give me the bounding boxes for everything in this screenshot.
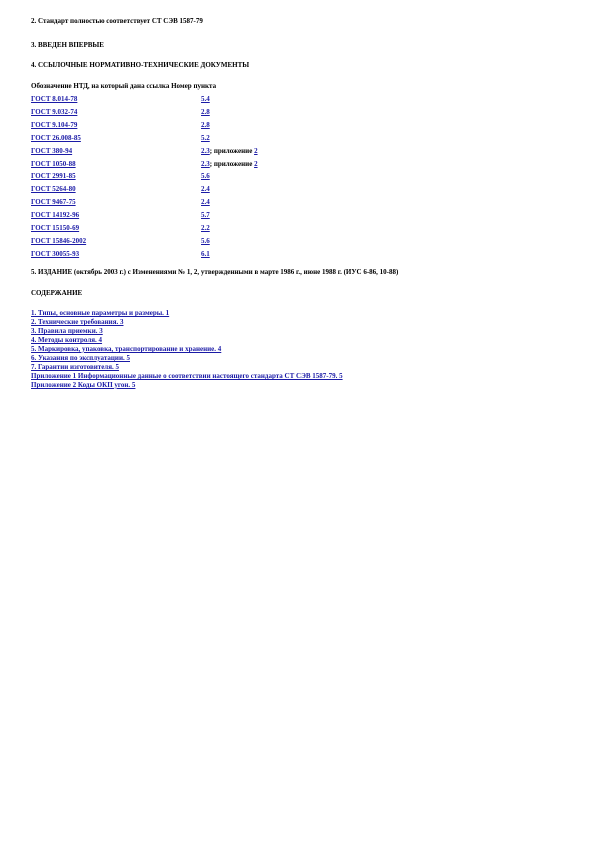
contents-link[interactable]: 6. Указания по эксплуатации. 5 [31,354,130,362]
contents-title: СОДЕРЖАНИЕ [31,289,83,297]
appendix-link[interactable]: 2 [254,159,258,168]
item-link[interactable]: 5.7 [201,211,210,220]
document-link[interactable]: ГОСТ 15846-2002 [31,236,87,245]
document-link[interactable]: ГОСТ 30055-93 [31,249,80,258]
item-cell [201,134,210,142]
item-link[interactable]: 2.8 [201,120,210,129]
item-link[interactable]: 2.8 [201,107,210,116]
contents-list [31,309,343,390]
item-link[interactable]: 2.4 [201,198,210,207]
contents-link[interactable]: 4. Методы контроля. 4 [31,336,103,344]
appendix-link[interactable]: 2 [254,146,258,155]
references-table-header: Обозначение НТД, на который дана ссылка Номер пункта [31,82,217,90]
document-link[interactable]: ГОСТ 15150-69 [31,224,80,232]
item-cell [201,95,210,103]
item-link[interactable]: 5.4 [201,95,210,103]
contents-link[interactable]: Приложение 2 Коды ОКП угон. 5 [31,381,136,389]
item-link[interactable]: 6.1 [201,249,210,258]
item-link[interactable]: 2.4 [201,185,210,194]
document-link[interactable]: ГОСТ 26.008-85 [31,133,81,142]
item-link[interactable]: 5.6 [201,172,210,181]
contents-link[interactable]: Приложение 1 Информационные данные о соответствии настоящего стандарта СТ СЭВ 1587-79. 5 [31,372,343,380]
contents-link[interactable]: 1. Типы, основные параметры и размеры. 1 [31,309,170,317]
document-link[interactable]: ГОСТ 9467-75 [31,198,76,207]
item-cell [201,172,210,180]
item-separator: ; приложение [209,159,255,168]
paragraph-introduced: 3. ВВЕДЕН ВПЕРВЫЕ [31,41,104,49]
item-link[interactable]: 2.2 [201,224,210,232]
document-link[interactable]: ГОСТ 380-94 [31,146,73,155]
contents-link[interactable]: 5. Маркировка, упаковка, транспортирование и хранение. 4 [31,345,222,353]
item-cell [201,185,210,193]
paragraph-references-heading: 4. ССЫЛОЧНЫЕ НОРМАТИВНО-ТЕХНИЧЕСКИЕ ДОКУМЕНТЫ [31,61,250,69]
item-link[interactable]: 2.3 [201,146,210,155]
contents-link[interactable]: 7. Гарантии изготовителя. 5 [31,363,120,371]
document-link[interactable]: ГОСТ 9.032-74 [31,107,78,116]
item-cell [201,198,210,206]
item-cell [201,147,258,155]
item-separator: ; приложение [209,146,255,155]
document-link[interactable]: ГОСТ 1050-88 [31,159,76,168]
item-cell [201,108,210,116]
item-cell [201,250,210,258]
paragraph-standard-compliance: 2. Стандарт полностью соответствует СТ СЭВ 1587-79 [31,17,203,25]
document-link[interactable]: ГОСТ 14192-96 [31,211,80,220]
item-link[interactable]: 5.2 [201,133,210,142]
item-cell [201,224,210,232]
item-cell [201,211,210,219]
document-link[interactable]: ГОСТ 2991-85 [31,172,76,181]
item-link[interactable]: 5.6 [201,236,210,245]
document-link[interactable]: ГОСТ 8.014-78 [31,95,78,103]
item-cell [201,121,210,129]
item-cell [201,160,258,168]
item-cell [201,237,210,245]
contents-link[interactable]: 3. Правила приемки. 3 [31,327,103,335]
document-link[interactable]: ГОСТ 5264-80 [31,185,76,194]
document-link[interactable]: ГОСТ 9.104-79 [31,120,78,129]
contents-link[interactable]: 2. Технические требования. 3 [31,318,124,326]
item-link[interactable]: 2.3 [201,159,210,168]
paragraph-edition: 5. ИЗДАНИЕ (октябрь 2003 г.) с Изменениями № 1, 2, утвержденными в марте 1986 г., июне 1988 г. (ИУС 6-86, 10-88) [31,268,399,276]
